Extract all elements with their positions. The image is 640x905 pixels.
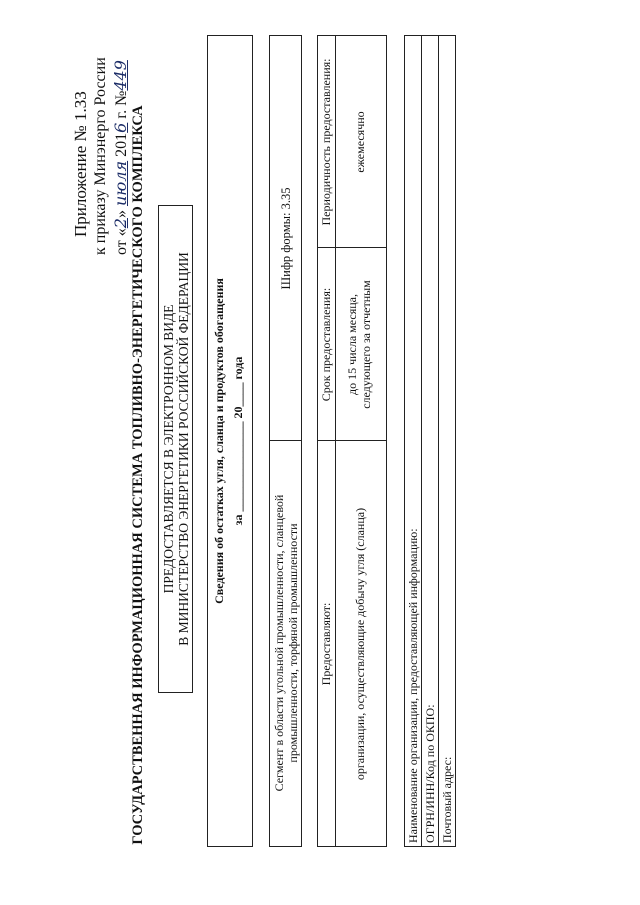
report-period-blank: _______________: [231, 421, 245, 512]
footer-ids: ОГРН/ИНН/Код по ОКПО:: [423, 704, 437, 843]
appendix-line-2: к приказу Минэнерго России: [92, 57, 109, 255]
submission-box-bottom-border: [192, 205, 193, 693]
report-period-line: [232, 35, 244, 847]
table-cell-deadline-line-2: следующего за отчетным: [359, 280, 373, 409]
table-header-separator: [335, 35, 336, 847]
appendix-month: июля: [111, 160, 130, 207]
footer-border-2: [421, 35, 422, 847]
report-period-suffix: года: [231, 356, 245, 380]
submission-line-1: ПРЕДОСТАВЛЯЕТСЯ В ЭЛЕКТРОННОМ ВИДЕ: [161, 304, 176, 594]
table-header-deadline: Срок предоставления:: [319, 287, 333, 402]
footer-right-border: [404, 35, 456, 36]
segment-line-1: Сегмент в области угольной промышленности, сланцевой: [272, 494, 286, 792]
segment-box-bottom-border: [301, 35, 302, 847]
footer-border-4: [455, 35, 456, 847]
segment-box-top-border: [269, 35, 270, 847]
table-cell-frequency: ежемесячно: [353, 111, 367, 173]
appendix-year-prefix: 201: [113, 132, 130, 157]
appendix-date-line: [113, 60, 130, 255]
footer-border-1: [404, 35, 405, 847]
footer-border-3: [438, 35, 439, 847]
report-title: Сведения об остатках угля, сланца и продуктов обогащения: [212, 278, 226, 604]
segment-line-2: промышленности, торфяной промышленности: [286, 523, 300, 763]
report-period-year: 20: [231, 406, 245, 419]
report-period-year-blank: ____: [231, 382, 245, 407]
footer-left-border: [404, 846, 456, 847]
appendix-quote-close: »: [113, 210, 130, 219]
appendix-day: 2: [111, 218, 130, 229]
table-bottom-border: [386, 35, 387, 847]
appendix-year-suffix: г. №: [113, 90, 130, 123]
appendix-number: 449: [111, 60, 130, 91]
table-header-frequency: Периодичность предоставления:: [319, 58, 333, 226]
table-top-border: [317, 35, 318, 847]
segment-box-left-border: [269, 846, 302, 847]
table-header-provider: Предоставляют:: [319, 602, 333, 686]
report-box-top-border: [207, 35, 208, 847]
table-cell-deadline-line-1: до 15 числа месяца,: [345, 294, 359, 396]
appendix-year-digit: 6: [111, 122, 130, 133]
submission-box-top-border: [158, 205, 159, 693]
form-code: Шифр формы: 3.35: [279, 187, 293, 290]
main-title: ГОСУДАРСТВЕННАЯ ИНФОРМАЦИОННАЯ СИСТЕМА ТОПЛИВНО-ЭНЕРГЕТИЧЕСКОГО КОМПЛЕКСА: [130, 105, 146, 845]
submission-line-2: В МИНИСТЕРСТВО ЭНЕРГЕТИКИ РОССИЙСКОЙ ФЕДЕРАЦИИ: [176, 252, 191, 646]
footer-address: Почтовый адрес:: [440, 756, 454, 843]
footer-org-name: Наименование организации, предоставляющей информацию:: [406, 528, 420, 843]
report-box-bottom-border: [252, 35, 253, 847]
report-period-prefix: за: [231, 514, 245, 526]
appendix-line-1: Приложение № 1.33: [71, 91, 90, 237]
appendix-from-prefix: от «: [113, 228, 130, 255]
table-cell-provider: организации, осуществляющие добычу угля (сланца): [353, 507, 367, 781]
